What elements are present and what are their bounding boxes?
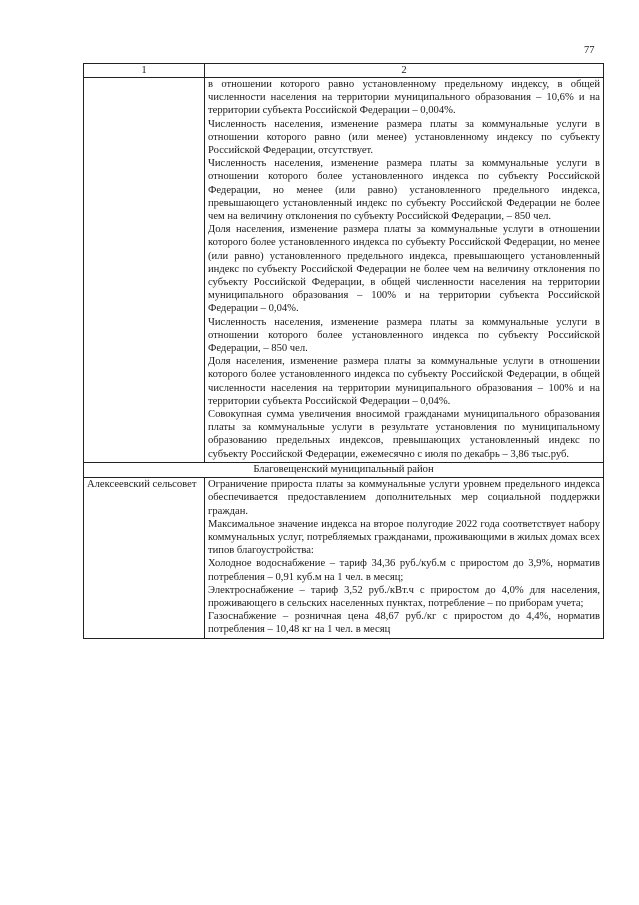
column-header-2: 2: [205, 64, 604, 78]
table-cell-text: [205, 78, 604, 463]
paragraph: Максимальное значение индекса на второе полугодие 2022 года соответствует набору коммунальных услуг, потребляемых гражданами, проживающими в жилых домах всех типов благоустройства:: [208, 518, 600, 557]
paragraph: Электроснабжение – тариф 3,52 руб./кВт.ч с приростом до 4,0% для населения, проживающего в сельских населенных пунктах, потребление – по приборам учета;: [208, 584, 600, 609]
paragraph: Холодное водоснабжение – тариф 34,36 руб./куб.м с приростом до 3,9%, норматив потребления – 0,91 куб.м на 1 чел. в месяц;: [208, 558, 600, 583]
paragraph: Численность населения, изменение размера платы за коммунальные услуги в отношении которого более установленного индекса по субъекту Российской Федерации, но менее (или равно) установленного предельного индекса, превышающего установленный индекс по субъекту Российской Федерации не более чем на величину отклонения по субъекту Российской Федерации, – 850 чел.: [208, 158, 600, 223]
paragraph: Численность населения, изменение размера платы за коммунальные услуги в отношении которого равно (или менее) установленному индексу по субъекту Российской Федерации, отсутствует.: [208, 118, 600, 157]
content-table: [83, 63, 604, 639]
paragraph: в отношении которого равно установленному предельному индексу, в общей численности населения на территории муниципального образования – 10,6% и на территории субъекта Российской Федерации – 0,004%.: [208, 79, 600, 117]
paragraph: Доля населения, изменение размера платы за коммунальные услуги в отношении которого более установленного индекса по субъекту Российской Федерации, но менее (или равно) установленного предельного индекса, превышающего установленный индекс по субъекту Российской Федерации не более чем на величину отклонения по субъекту Российской Федерации, в общей численности населения на территории муниципального образования – 100% и на территории субъекта Российской Федерации – 0,04%.: [208, 224, 600, 315]
table-cell-text: [205, 478, 604, 638]
column-header-1: 1: [84, 64, 205, 78]
paragraph: Численность населения, изменение размера платы за коммунальные услуги в отношении которого более установленного индекса по субъекту Российской Федерации, – 850 чел.: [208, 316, 600, 355]
district-row: [84, 462, 604, 477]
table-row: [84, 78, 604, 463]
paragraph: Совокупная сумма увеличения вносимой гражданами муниципального образования платы за коммунальные услуги в результате установления по муниципальному образованию предельных индексов, превышающих установленный индекс по субъекту Российской Федерации, ежемесячно с июля по декабрь – 3,86 тыс.руб.: [208, 409, 600, 460]
settlement-name: Алексеевский сельсовет: [84, 478, 205, 638]
table-cell-empty: [84, 78, 205, 463]
table-header-row: [84, 64, 604, 78]
paragraph: Доля населения, изменение размера платы за коммунальные услуги в отношении которого более установленного индекса по субъекту Российской Федерации, в общей численности населения на территории муниципального образования – 100% и на территории субъекта Российской Федерации – 0,04%.: [208, 356, 600, 407]
paragraph: Ограничение прироста платы за коммунальные услуги уровнем предельного индекса обеспечивается предоставлением дополнительных мер социальной поддержки граждан.: [208, 479, 600, 517]
table-row: [84, 478, 604, 638]
paragraph: Газоснабжение – розничная цена 48,67 руб./кг с приростом до 4,4%, норматив потребления – 10,48 кг на 1 чел. в месяц: [208, 611, 600, 636]
district-name: Благовещенский муниципальный район: [84, 462, 604, 477]
page-number: 77: [584, 45, 595, 56]
